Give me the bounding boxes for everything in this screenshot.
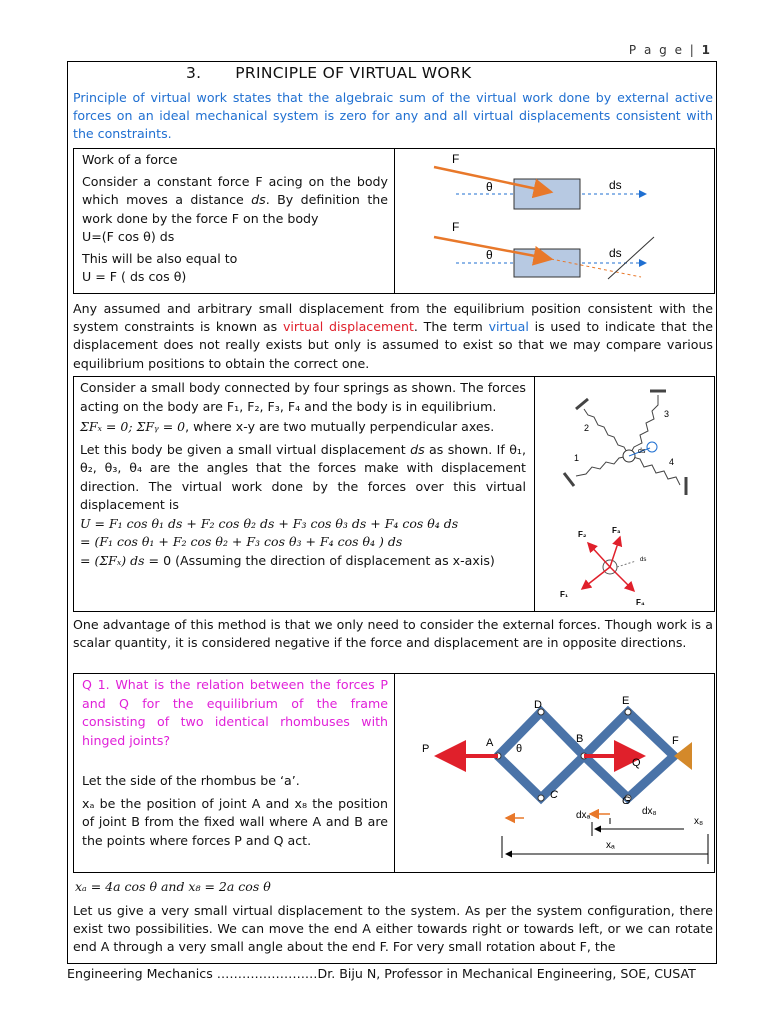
- vd-a: Any assumed and arbitrary small displacement from the equilibrium position consistent with the system constraints is known as: [73, 301, 713, 335]
- label-a: A: [486, 737, 494, 749]
- label-e: E: [622, 695, 630, 707]
- joint-c: [538, 795, 544, 801]
- advantage-paragraph: One advantage of this method is that we only need to consider the external forces. Though work is a scalar quantity, it is considered negative if the force and displacement are in opposite directions.: [73, 617, 713, 651]
- work-divider: [394, 149, 395, 293]
- question-divider: [394, 674, 395, 872]
- label-dxa: dxₐ: [576, 810, 591, 821]
- force-label-bottom: F: [452, 220, 460, 234]
- force-f4-arrow: [610, 567, 634, 591]
- wall-2: [576, 399, 588, 409]
- section-title-text: PRINCIPLE OF VIRTUAL WORK: [235, 64, 472, 82]
- springs-p1: Consider a small body connected by four springs as shown. The forces acting on the body are F₁, F₂, F₃, F₄ and the body is in equilibrium.: [80, 380, 526, 414]
- force-f1-arrow: [582, 567, 610, 589]
- label-g: G: [622, 795, 631, 807]
- springs-box: [73, 376, 715, 612]
- wall-1: [564, 473, 574, 486]
- ds-label-top: ds: [609, 178, 622, 192]
- force-label-f2: F₂: [578, 530, 587, 539]
- work-line2: This will be also equal to: [82, 250, 238, 266]
- label-q-visible: Q: [632, 757, 641, 769]
- spring-3: [629, 395, 658, 456]
- spring-1: [576, 456, 629, 476]
- springs-eq-u3-math: = (ΣFₓ) ds: [80, 552, 145, 568]
- work-body-b: . By definition the work done by the force F on the body: [82, 192, 388, 226]
- vd-term-virtual: virtual: [488, 319, 529, 335]
- work-eq2: U = F ( ds cos θ): [82, 269, 187, 284]
- springs-text: [80, 379, 526, 570]
- work-text: [82, 151, 388, 287]
- work-heading: Work of a force: [82, 152, 178, 167]
- springs-p2: [80, 441, 526, 515]
- label-theta: θ: [516, 743, 523, 755]
- vd-c: is used to indicate that the displacement does not really exists but only is assumed to exist so that we may compare various equilibrium positions to obtain the correct one.: [73, 319, 713, 371]
- work-body-ds: ds: [251, 192, 266, 207]
- spring-label-3: 3: [664, 409, 670, 419]
- label-xb: x₈: [694, 816, 704, 827]
- springs-sum: [80, 418, 526, 437]
- label-f: F: [672, 735, 679, 747]
- springs-sum-tail: , where x-y are two mutually perpendicular axes.: [185, 419, 495, 434]
- body-block-top: [514, 179, 580, 209]
- springs-eq-u3-tail: = 0 (Assuming the direction of displacement as x-axis): [144, 552, 495, 568]
- spring-label-1: 1: [574, 453, 580, 463]
- page-header: [629, 43, 712, 57]
- question-positions: xₐ be the position of joint A and x₈ the position of joint B from the fixed wall where A and B are the points where forces P and Q act.: [82, 795, 388, 848]
- work-body-a: Consider a constant force F acing on the body which moves a distance: [82, 173, 388, 207]
- force-label-top: F: [452, 152, 460, 166]
- work-body: [82, 173, 388, 229]
- force-ds-label: ds: [640, 557, 647, 563]
- ds-direction: [617, 561, 636, 567]
- springs-p2a: Let this body be given a small virtual displacement: [80, 441, 411, 457]
- displaced-body: [647, 442, 657, 452]
- work-of-force-box: [73, 148, 715, 294]
- intro-paragraph: Principle of virtual work states that the algebraic sum of the virtual work done by external active forces on an ideal mechanical system is zero for any and all virtual displacements consistent with the constraints.: [73, 90, 713, 142]
- springs-p2b: as shown. If θ₁, θ₂, θ₃, θ₄ are the angles that the forces make with displacement direction. The virtual work done by the forces over this virtual displacement is: [80, 441, 526, 512]
- question-box: [73, 673, 715, 873]
- label-p: P: [422, 743, 430, 755]
- spring-label-4: 4: [669, 457, 675, 467]
- rhombus-bottom-members: [498, 756, 674, 798]
- vd-term-virtual-displacement: virtual displacement: [282, 319, 414, 335]
- position-equation: xₐ = 4a cos θ and x₈ = 2a cos θ: [75, 879, 271, 894]
- question-text: [82, 676, 388, 850]
- label-b: B: [576, 733, 584, 745]
- section-number: 3.: [186, 64, 202, 82]
- springs-sum-eq: ΣFₓ = 0; ΣFᵧ = 0: [80, 419, 186, 434]
- vd-b: . The term: [413, 319, 489, 335]
- virtual-displacement-paragraph: [73, 300, 713, 373]
- force-label-f3: F₃: [612, 526, 621, 535]
- springs-divider: [534, 377, 535, 611]
- page-footer: Engineering Mechanics ……………………Dr. Biju N, Professor in Mechanical Engineering, SOE, CUSAT: [67, 966, 696, 981]
- theta-label-top: θ: [486, 180, 493, 194]
- joint-e: [625, 709, 631, 715]
- work-eq1: U=(F cos θ) ds: [82, 229, 175, 244]
- closing-paragraph: Let us give a very small virtual displacement to the system. As per the system configuration, there exist two possibilities. We can move the end A either towards right or towards left, or we can rotate end A through a very small angle about the end F. For very small rotation about F, the: [73, 903, 713, 955]
- work-figure: [396, 149, 714, 293]
- label-xa: xₐ: [606, 840, 615, 851]
- page-label: P a g e |: [628, 43, 696, 57]
- ds-label-bottom: ds: [609, 246, 622, 260]
- page-number: 1: [701, 43, 712, 57]
- force-f2-arrow: [588, 543, 610, 567]
- force-label-f1: F₁: [560, 590, 569, 599]
- spring-label-2: 2: [584, 423, 590, 433]
- rhombus-top-members: [498, 712, 674, 756]
- question-q1: Q 1. What is the relation between the forces P and Q for the equilibrium of the frame consisting of two identical rhombuses with hinged joints?: [82, 677, 388, 748]
- force-label-f4: F₄: [636, 598, 645, 607]
- theta-label-bottom: θ: [486, 248, 493, 262]
- springs-eq-u: U = F₁ cos θ₁ ds + F₂ cos θ₂ ds + F₃ cos θ₃ ds + F₄ cos θ₄ ds: [80, 515, 459, 531]
- section-title: [186, 64, 471, 82]
- question-side: Let the side of the rhombus be ‘a’.: [82, 773, 300, 788]
- rhombus-frame-figure: [396, 674, 714, 872]
- spring-ds-label: ds: [638, 448, 646, 455]
- force-diagram-figure: [554, 525, 664, 609]
- springs-eq-u3: [80, 552, 526, 571]
- spring-system-figure: [554, 381, 704, 501]
- spring-2: [584, 409, 629, 456]
- springs-p2-ds: ds: [410, 441, 425, 457]
- label-dxb: dx₈: [642, 806, 657, 817]
- springs-eq-u2: = (F₁ cos θ₁ + F₂ cos θ₂ + F₃ cos θ₃ + F₄ cos θ₄ ) ds: [80, 534, 403, 549]
- label-c: C: [550, 789, 558, 801]
- label-d: D: [534, 699, 542, 711]
